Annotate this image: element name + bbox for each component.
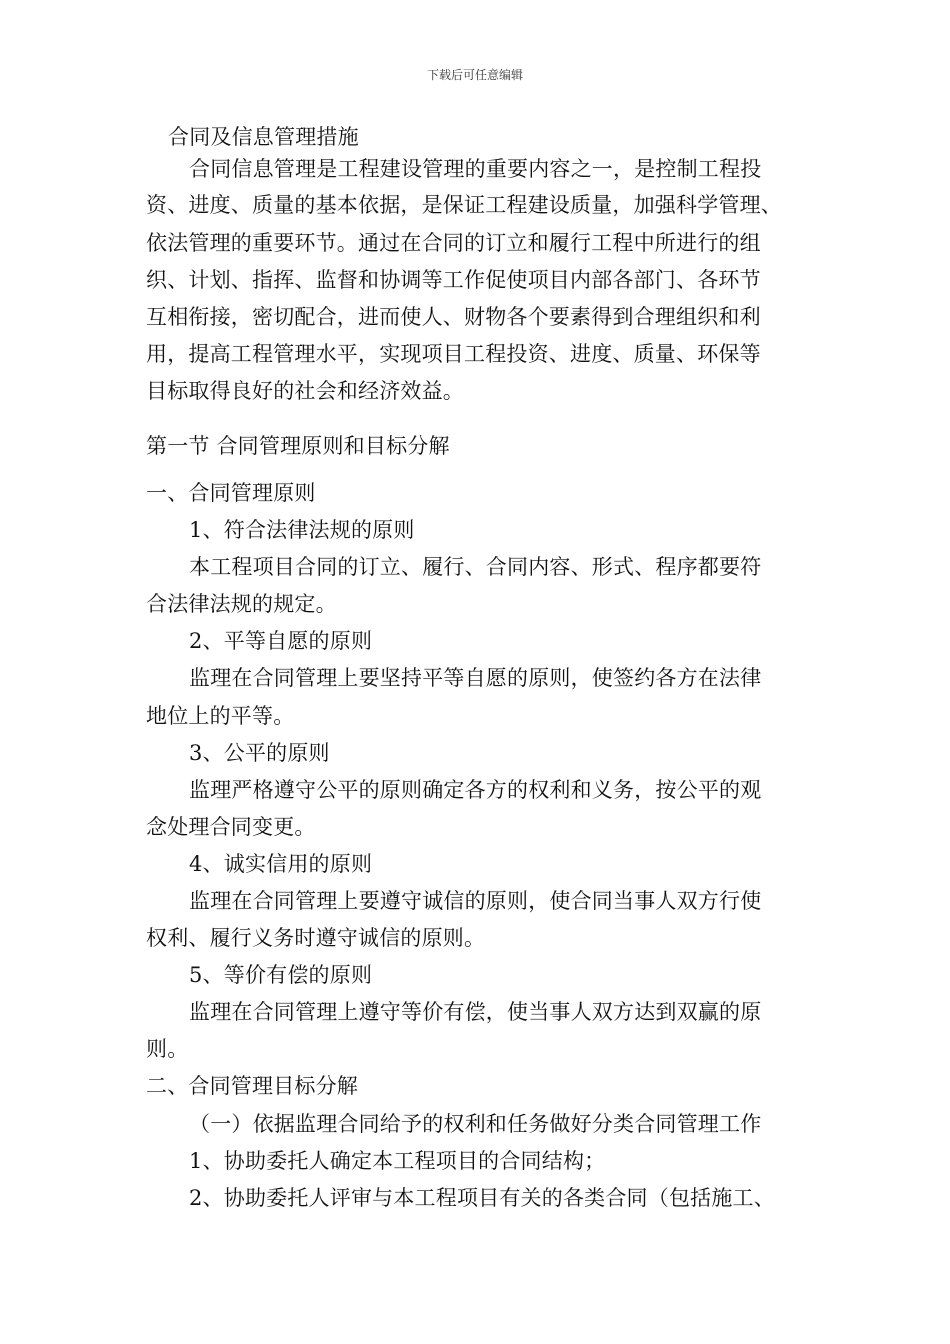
- paragraph-line: 监理严格遵守公平的原则确定各方的权利和义务，按公平的观: [189, 778, 762, 802]
- subheading: 一、合同管理原则: [146, 481, 316, 505]
- paragraph-line: 监理在合同管理上要遵守诚信的原则，使合同当事人双方行使: [189, 889, 762, 913]
- principle-item-title: 4、诚实信用的原则: [189, 852, 373, 876]
- paragraph-line: 监理在合同管理上遵守等价有偿，使当事人双方达到双赢的原: [189, 1000, 762, 1024]
- section-title: 合同及信息管理措施: [168, 125, 359, 149]
- page-header: 下载后可任意编辑: [426, 68, 523, 82]
- paragraph-line: 本工程项目合同的订立、履行、合同内容、形式、程序都要符: [189, 555, 762, 579]
- principle-item-title: 1、符合法律法规的原则: [189, 518, 415, 542]
- intro-paragraph-line: 目标取得良好的社会和经济效益。: [146, 379, 464, 403]
- paragraph-line: 2、协助委托人评审与本工程项目有关的各类合同（包括施工、: [189, 1186, 775, 1210]
- paragraph-line: 地位上的平等。: [146, 704, 295, 728]
- paragraph-line: 监理在合同管理上要坚持平等自愿的原则，使签约各方在法律: [189, 666, 762, 690]
- principle-item-title: 3、公平的原则: [189, 741, 330, 765]
- paragraph-line: 合法律法规的规定。: [146, 592, 337, 616]
- intro-paragraph-line: 织、计划、指挥、监督和协调等工作促使项目内部各部门、各环节: [146, 268, 761, 292]
- chapter-heading: 第一节 合同管理原则和目标分解: [146, 434, 450, 458]
- paragraph-line: 则。: [146, 1037, 189, 1061]
- paragraph-line: 念处理合同变更。: [146, 815, 316, 839]
- intro-paragraph-line: 资、进度、质量的基本依据，是保证工程建设质量，加强科学管理、: [146, 193, 782, 217]
- intro-paragraph-line: 合同信息管理是工程建设管理的重要内容之一，是控制工程投: [189, 157, 762, 181]
- intro-paragraph-line: 依法管理的重要环节。通过在合同的订立和履行工程中所进行的组: [146, 231, 761, 255]
- subheading: 二、合同管理目标分解: [146, 1074, 358, 1098]
- paragraph-line: 权利、履行义务时遵守诚信的原则。: [146, 926, 486, 950]
- sub-subheading: （一）依据监理合同给予的权利和任务做好分类合同管理工作: [189, 1112, 762, 1136]
- intro-paragraph-line: 互相衔接，密切配合，进而使人、财物各个要素得到合理组织和利: [146, 305, 761, 329]
- intro-paragraph-line: 用，提高工程管理水平，实现项目工程投资、进度、质量、环保等: [146, 342, 761, 366]
- paragraph-line: 1、协助委托人确定本工程项目的合同结构；: [189, 1149, 606, 1173]
- principle-item-title: 5、等价有偿的原则: [189, 963, 373, 987]
- principle-item-title: 2、平等自愿的原则: [189, 629, 373, 653]
